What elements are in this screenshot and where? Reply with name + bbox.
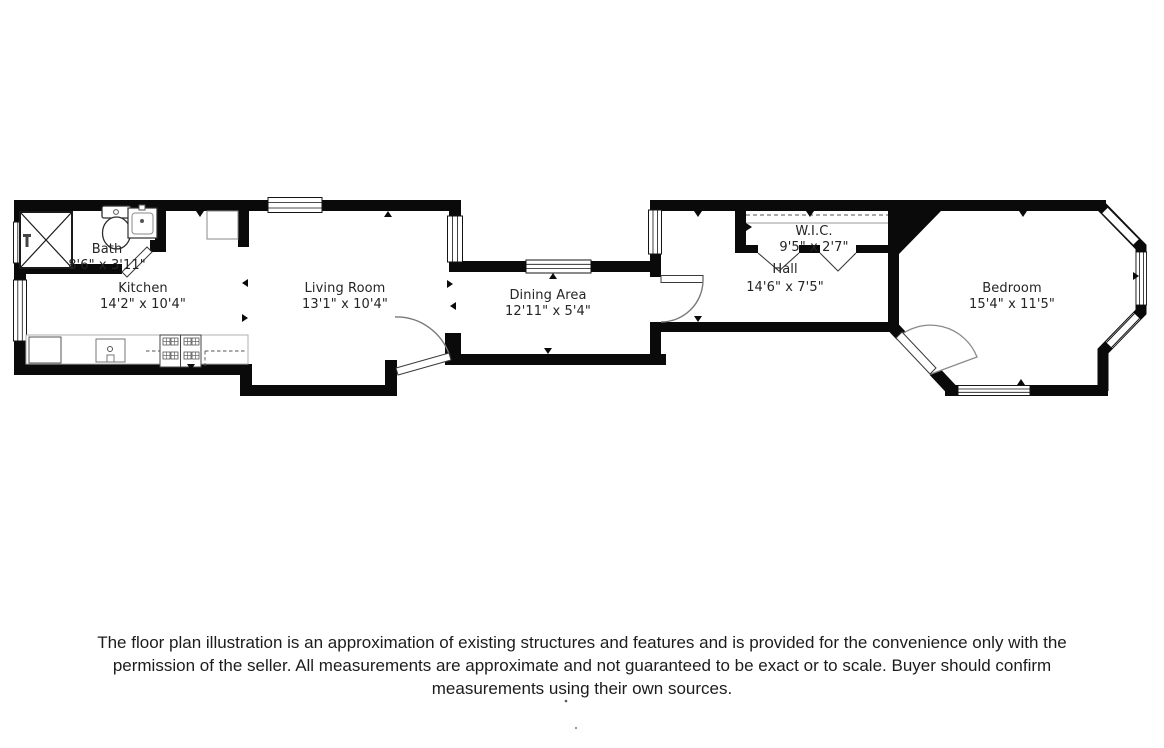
window-icon [448, 216, 463, 262]
door-swing-icon [395, 317, 450, 357]
disclaimer-text [0, 631, 1164, 700]
bay-window-top-icon [1102, 208, 1139, 246]
window-icon [268, 198, 322, 213]
hall-name: Hall [772, 262, 798, 277]
dining-area-label [478, 288, 618, 320]
living-room-name: Living Room [304, 281, 386, 296]
window-icon [14, 280, 27, 341]
bedroom-dimensions: 15'4" x 11'5" [969, 297, 1055, 312]
refrigerator-icon [29, 337, 61, 363]
wic-dimensions: 9'5" x 2'7" [779, 240, 849, 255]
window-icon [521, 260, 596, 273]
kitchen-label [73, 281, 213, 313]
living-room-dimensions: 13'1" x 10'4" [302, 297, 388, 312]
window-icon [1136, 252, 1147, 305]
bedroom-label [942, 281, 1082, 313]
pantry-icon [207, 211, 238, 239]
disclaimer-line-3: measurements using their own sources. [431, 679, 733, 698]
dining-area-dimensions: 12'11" x 5'4" [505, 304, 591, 319]
print-dots [565, 700, 577, 729]
wic-label [744, 224, 884, 256]
door-swing-icon [661, 281, 703, 322]
kitchen-sink-icon [96, 339, 125, 362]
kitchen-dimensions: 14'2" x 10'4" [100, 297, 186, 312]
hall-dimensions: 14'6" x 7'5" [746, 280, 824, 295]
dining-area-name: Dining Area [509, 288, 587, 303]
hall-label [715, 262, 855, 296]
bay-window-bottom-icon [1107, 314, 1140, 348]
door-leaf [661, 276, 703, 283]
bath-sink-icon [128, 205, 157, 238]
disclaimer-line-1: The floor plan illustration is an approximation of existing structures and features and is provided for the convenience only with the [97, 633, 1067, 652]
living-room-label [275, 281, 415, 313]
door-leaf [396, 353, 451, 375]
disclaimer-line-2: permission of the seller. All measurements are approximate and not guaranteed to be exact or to scale. Buyer should confirm [112, 656, 1052, 675]
kitchen-name: Kitchen [118, 281, 168, 296]
bath-name: Bath [91, 242, 123, 257]
bath-label [37, 242, 177, 274]
bath-dimensions: 8'6" x 3'11" [68, 258, 146, 273]
window-icon [958, 386, 1030, 396]
hall-door-opening [649, 277, 662, 322]
window-icon [649, 210, 662, 254]
wic-name: W.I.C. [795, 224, 833, 239]
stove-icon [160, 335, 201, 367]
bedroom-name: Bedroom [982, 281, 1042, 296]
